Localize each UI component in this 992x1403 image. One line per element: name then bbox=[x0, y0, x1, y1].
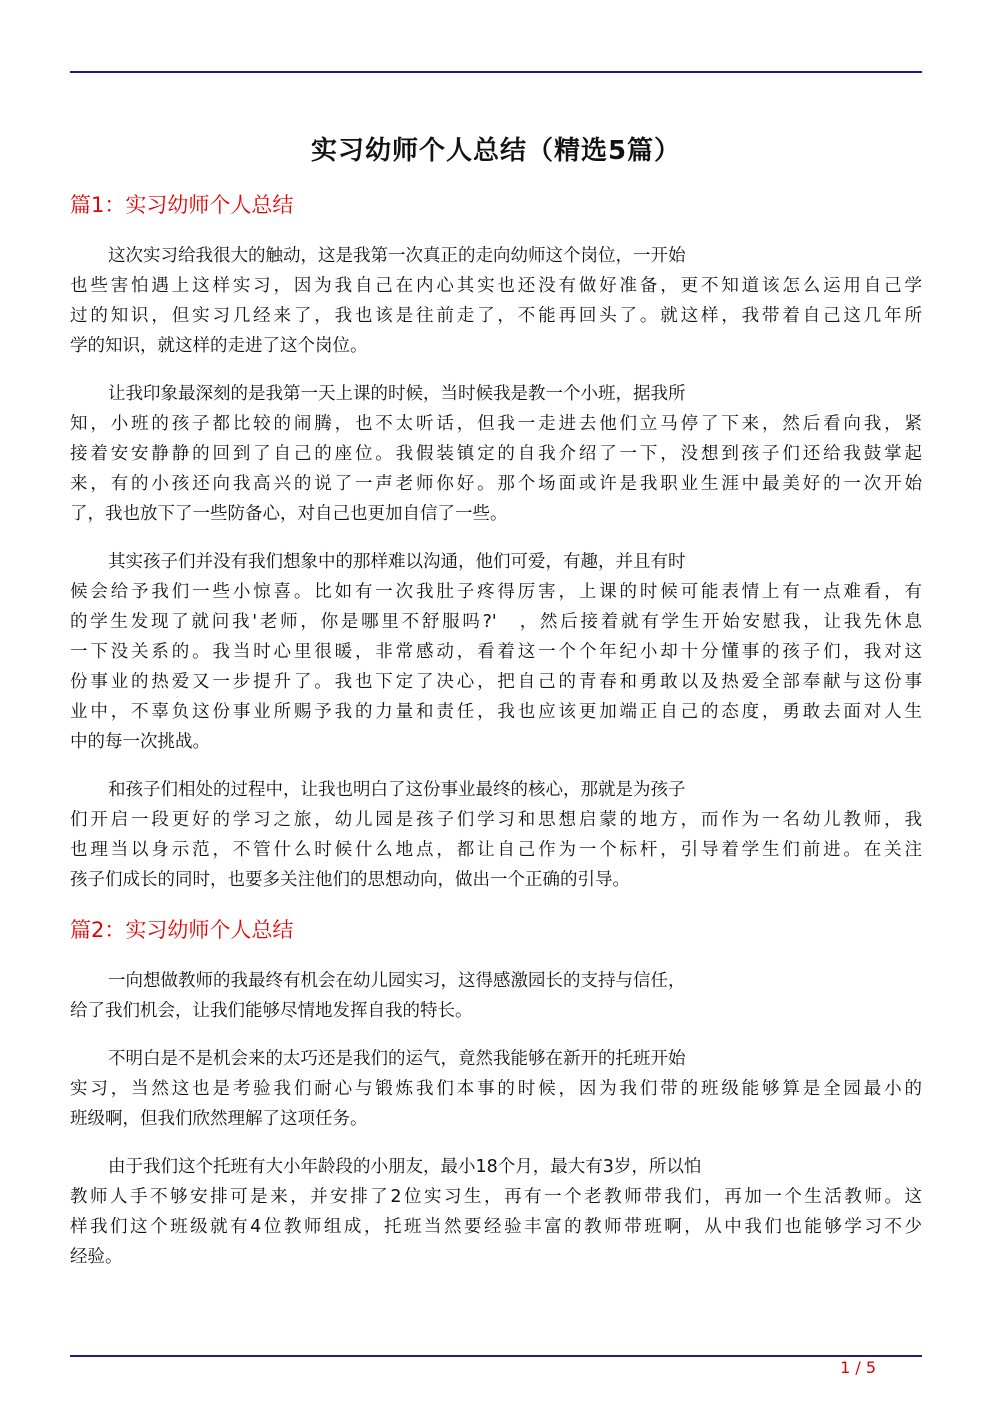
paragraph-line: 不明白是不是机会来的太巧还是我们的运气，竟然我能够在新开的托班开始 bbox=[108, 1049, 686, 1069]
paragraph-line: 份事业的热爱又一步提升了。我也下定了决心，把自己的青春和勇敢以及热爱全部奉献与这份事 bbox=[70, 672, 922, 692]
paragraph-line: 们开启一段更好的学习之旅，幼儿园是孩子们学习和思想启蒙的地方，而作为一名幼儿教师，我 bbox=[70, 810, 922, 830]
paragraph-line: 一下没关系的。我当时心里很暖，非常感动，看着这一个个年纪小却十分懂事的孩子们，我对这 bbox=[70, 642, 922, 662]
paragraph-line: 孩子们成长的同时，也要多关注他们的思想动向，做出一个正确的引导。 bbox=[70, 870, 630, 890]
paragraph-line: 让我印象最深刻的是我第一天上课的时候，当时候我是教一个小班，据我所 bbox=[108, 384, 686, 404]
paragraph bbox=[70, 379, 922, 529]
paragraph-line: 学的知识，就这样的走进了这个岗位。 bbox=[70, 336, 368, 356]
paragraph-line: 中的每一次挑战。 bbox=[70, 732, 210, 752]
paragraph bbox=[70, 1152, 922, 1272]
paragraph-line: 的学生发现了就问我'老师，你是哪里不舒服吗?' ，然后接着就有学生开始安慰我，让我先休息 bbox=[70, 612, 922, 632]
paragraph-line: 其实孩子们并没有我们想象中的那样难以沟通，他们可爱，有趣，并且有时 bbox=[108, 552, 686, 572]
paragraph-line: 和孩子们相处的过程中，让我也明白了这份事业最终的核心，那就是为孩子 bbox=[108, 780, 686, 800]
paragraph bbox=[70, 547, 922, 757]
paragraph-line: 班级啊，但我们欣然理解了这项任务。 bbox=[70, 1109, 368, 1129]
paragraph-line: 候会给予我们一些小惊喜。比如有一次我肚子疼得厉害，上课的时候可能表情上有一点难看，有 bbox=[70, 582, 922, 602]
paragraph-line: 教师人手不够安排可是来，并安排了2位实习生，再有一个老教师带我们，再加一个生活教师。这 bbox=[70, 1187, 922, 1207]
paragraph-line: 接着安安静静的回到了自己的座位。我假装镇定的自我介绍了一下，没想到孩子们还给我鼓掌起 bbox=[70, 444, 922, 464]
paragraph-line: 样我们这个班级就有4位教师组成，托班当然要经验丰富的教师带班啊，从中我们也能够学习不少 bbox=[70, 1217, 922, 1237]
document-title: 实习幼师个人总结（精选5篇） bbox=[310, 136, 682, 166]
paragraph-line: 给了我们机会，让我们能够尽情地发挥自我的特长。 bbox=[70, 1001, 473, 1021]
paragraph-line: 业中，不辜负这份事业所赐予我的力量和责任，我也应该更加端正自己的态度，勇敢去面对人生 bbox=[70, 702, 922, 722]
paragraph-line: 也些害怕遇上这样实习，因为我自己在内心其实也还没有做好准备，更不知道该怎么运用自己学 bbox=[70, 276, 922, 296]
document-body bbox=[70, 188, 922, 1290]
paragraph-line: 实习，当然这也是考验我们耐心与锻炼我们本事的时候，因为我们带的班级能够算是全园最小的 bbox=[70, 1079, 922, 1099]
paragraph-line: 知，小班的孩子都比较的闹腾，也不太听话，但我一走进去他们立马停了下来，然后看向我，紧 bbox=[70, 414, 922, 434]
section-heading: 篇1：实习幼师个人总结 bbox=[70, 193, 294, 217]
paragraph-line: 一向想做教师的我最终有机会在幼儿园实习，这得感激园长的支持与信任， bbox=[108, 971, 686, 991]
paragraph-line: 了，我也放下了一些防备心，对自己也更加自信了一些。 bbox=[70, 504, 508, 524]
paragraph bbox=[70, 1044, 922, 1134]
paragraph-line: 来，有的小孩还向我高兴的说了一声老师你好。那个场面或许是我职业生涯中最美好的一次开始 bbox=[70, 474, 922, 494]
paragraph bbox=[70, 775, 922, 895]
top-rule bbox=[70, 71, 922, 73]
paragraph bbox=[70, 241, 922, 361]
paragraph-line: 过的知识，但实习几经来了，我也该是往前走了，不能再回头了。就这样，我带着自己这几年所 bbox=[70, 306, 922, 326]
paragraph-line: 这次实习给我很大的触动，这是我第一次真正的走向幼师这个岗位，一开始 bbox=[108, 246, 686, 266]
paragraph bbox=[70, 966, 922, 1026]
section-heading: 篇2：实习幼师个人总结 bbox=[70, 918, 294, 942]
paragraph-line: 经验。 bbox=[70, 1247, 123, 1267]
paragraph-line: 由于我们这个托班有大小年龄段的小朋友，最小18个月，最大有3岁，所以怕 bbox=[108, 1157, 702, 1177]
page-number: 1 / 5 bbox=[840, 1358, 876, 1377]
bottom-rule bbox=[70, 1355, 922, 1357]
paragraph-line: 也理当以身示范，不管什么时候什么地点，都让自己作为一个标杆，引导着学生们前进。在关注 bbox=[70, 840, 922, 860]
